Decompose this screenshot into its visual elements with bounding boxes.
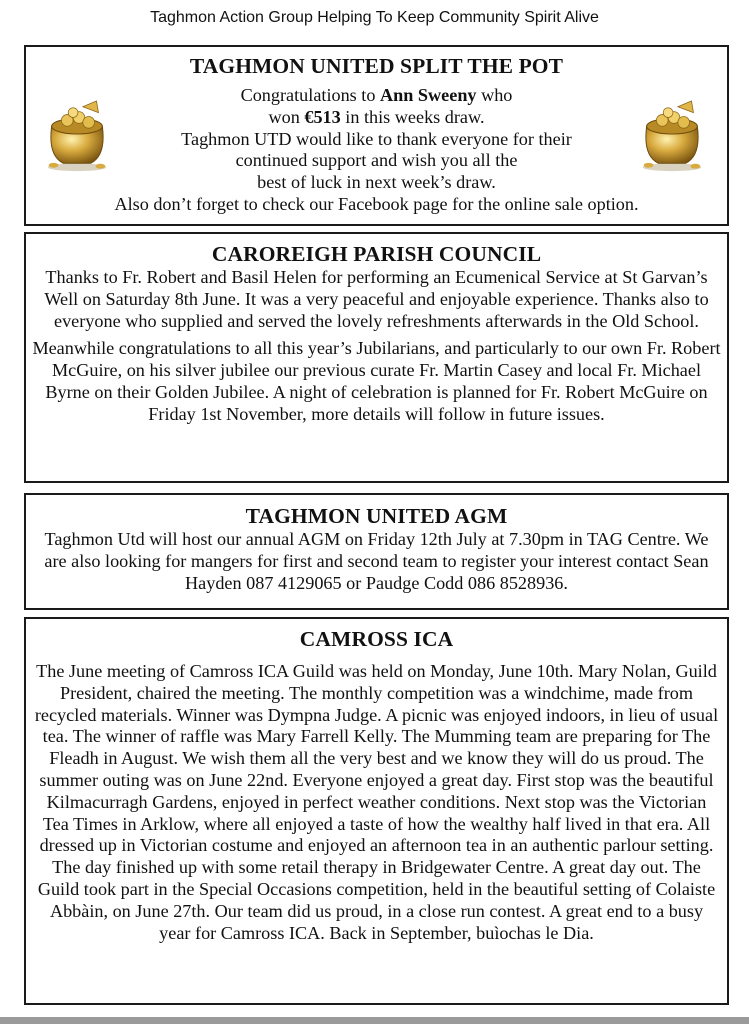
section-title: TAGHMON UNITED SPLIT THE POT — [189, 54, 564, 78]
prize-amount: €513 — [304, 106, 341, 127]
paragraph: The June meeting of Camross ICA Guild was held on Monday, June 10th. Mary Nolan, Guild President, chaired the meeting. The monthly competition was a windchime, made from recycled materials. Winner was Dympna Judge. A picnic was enjoyed indoors, in lieu of usual tea. The winner of raffle was Mary Farrell Kelly. The Mumming team are preparing for The Fleadh in August. We wish them all the very best and we know they will do us proud. The summer outing was on June 22nd. Everyone enjoyed a great day. First stop was the beautiful Kilmacurragh Gardens, enjoyed in perfect weather conditions. Next stop was the Victorian Tea Times in Arklow, where all enjoyed a taste of how the wealthy half lived in that era. All dressed up in Victorian costume and enjoyed an afternoon tea in an authentic parlour setting. The day finished up with some retail therapy in Bridgewater Centre. A great day out. The Guild took part in the Special Occasions competition, held in the beautiful setting of Colaiste Abbàin, on June 27th. Our team did us proud, in a close run contest. A great end to a busy year for Camross ICA. Back in September, buìochas le Dia. — [34, 661, 719, 943]
section-title: CAROREIGH PARISH COUNCIL — [211, 242, 542, 266]
body-line — [26, 85, 727, 107]
text: who — [476, 85, 513, 105]
body-line: Also don’t forget to check our Facebook page for the online sale option. — [114, 193, 639, 214]
section-title: CAMROSS ICA — [299, 627, 454, 651]
section-body — [26, 79, 727, 216]
winner-name: Ann Sweeny — [380, 85, 477, 105]
body-line — [26, 107, 727, 129]
caroreigh-parish-council-section — [24, 232, 729, 483]
text: Congratulations to — [240, 85, 381, 105]
taghmon-united-agm-section — [24, 493, 729, 610]
text: in this weeks draw. — [340, 106, 485, 127]
paragraph: Thanks to Fr. Robert and Basil Helen for performing an Ecumenical Service at St Garvan’s Well on Saturday 8th June. It was a very peaceful and enjoyable experience. Thanks also to everyone who supplied and served the lovely refreshments afterwards in the Old School. — [44, 267, 709, 331]
text: won — [268, 106, 305, 127]
camross-ica-section — [24, 617, 729, 1005]
section-title: TAGHMON UNITED AGM — [245, 504, 508, 528]
footer-bar — [0, 1017, 749, 1024]
body-line: best of luck in next week’s draw. — [257, 172, 496, 193]
paragraph: Taghmon Utd will host our annual AGM on Friday 12th July at 7.30pm in TAG Centre. We are also looking for mangers for first and second team to register your interest contact Sean Hayden 087 4129065 or Paudge Codd 086 8528936. — [44, 529, 709, 593]
split-the-pot-section — [24, 45, 729, 226]
body-line: continued support and wish you all the — [235, 150, 518, 171]
paragraph: Meanwhile congratulations to all this year’s Jubilarians, and particularly to our own Fr. Robert McGuire, on his silver jubilee our previous curate Fr. Martin Casey and local Fr. Michael Byrne on their Golden Jubilee. A night of celebration is planned for Fr. Robert McGuire on Friday 1st November, more details will follow in future issues. — [32, 338, 721, 424]
newsletter-header: Taghmon Action Group Helping To Keep Community Spirit Alive — [150, 9, 599, 26]
body-line: Taghmon UTD would like to thank everyone for their — [181, 128, 572, 149]
pot-of-gold-icon — [38, 97, 116, 175]
pot-of-gold-icon — [633, 97, 711, 175]
